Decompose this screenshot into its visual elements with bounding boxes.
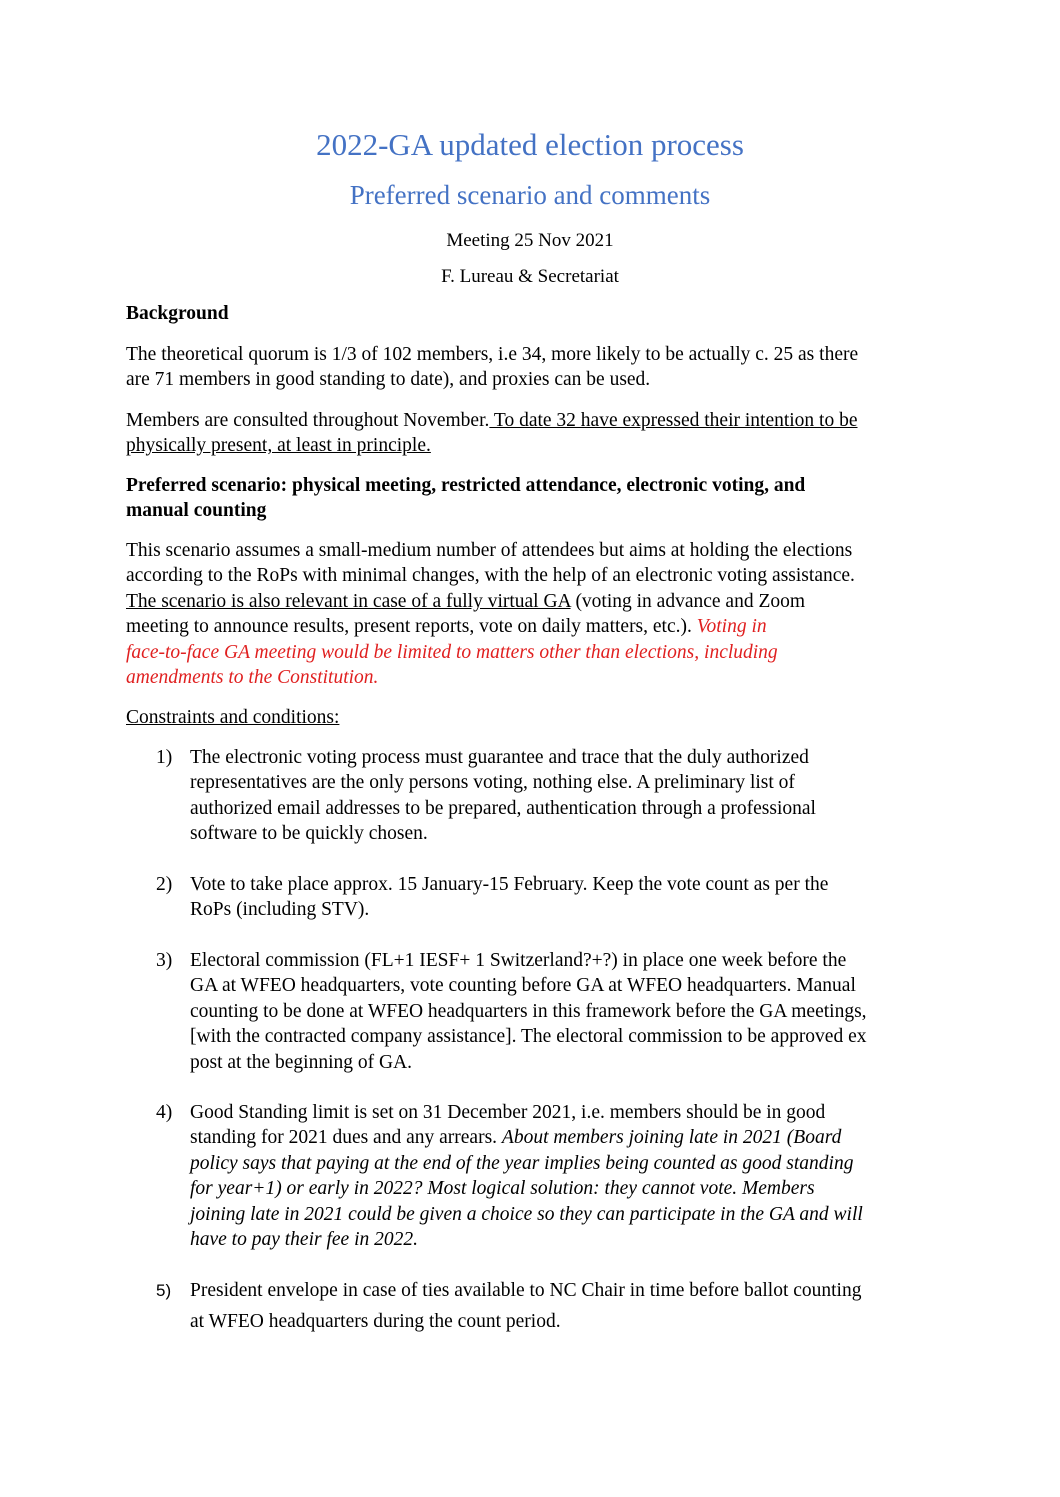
background-heading: Background [126, 303, 229, 324]
text-line: President envelope in case of ties available to NC Chair in time before ballot counting [190, 1280, 862, 1301]
text-line: [with the contracted company assistance]. The electoral commission to be approved ex [190, 1026, 867, 1048]
text-line [190, 1125, 950, 1150]
list-number: 1) [156, 747, 173, 768]
page-title: 2022-GA updated election process [316, 127, 744, 162]
list-item-text [190, 948, 950, 1075]
text-line: software to be quickly chosen. [190, 823, 428, 845]
text-line: authorized email addresses to be prepared, authentication through a professional [190, 797, 816, 819]
page-subtitle: Preferred scenario and comments [349, 180, 711, 210]
text-line [126, 408, 936, 433]
list-item-text [190, 1275, 950, 1337]
scenario-paragraph [126, 538, 936, 690]
background-paragraph-1 [126, 342, 936, 393]
text-plain: Members are consulted throughout November. [126, 410, 490, 431]
text-line [126, 614, 936, 639]
text-underlined: physically present, at least in principle. [126, 435, 431, 457]
list-item-text [190, 1100, 950, 1252]
text-line: counting to be done at WFEO headquarters in this framework before the GA meetings, [190, 1000, 867, 1022]
text-line: at WFEO headquarters during the count period. [190, 1311, 561, 1332]
text-line: Vote to take place approx. 15 January-15 February. Keep the vote count as per the [190, 874, 829, 895]
text-line: Electoral commission (FL+1 IESF+ 1 Switzerland?+?) in place one week before the [190, 950, 847, 971]
text-plain: meeting to announce results, present reports, vote on daily matters, etc.). [126, 616, 697, 638]
text-line: are 71 members in good standing to date), and proxies can be used. [126, 369, 651, 391]
constraints-heading: Constraints and conditions: [126, 707, 340, 728]
text-line: RoPs (including STV). [190, 899, 370, 921]
text-underlined: The scenario is also relevant in case of a fully virtual GA [126, 590, 571, 612]
background-paragraph-2 [126, 408, 936, 459]
list-number: 4) [156, 1102, 173, 1123]
text-red-italic: amendments to the Constitution. [126, 667, 379, 689]
text-line: representatives are the only persons voting, nothing else. A preliminary list of [190, 772, 795, 794]
text-plain: (voting in advance and Zoom [570, 590, 806, 612]
text-italic: About members joining late in 2021 (Board [501, 1127, 842, 1149]
text-line: Preferred scenario: physical meeting, restricted attendance, electronic voting, and [126, 475, 806, 496]
text-underlined: To date 32 have expressed their intention to be [489, 410, 858, 431]
list-number: 2) [156, 874, 173, 895]
list-item-text [190, 872, 950, 923]
text-line: according to the RoPs with minimal changes, with the help of an electronic voting assistance. [126, 565, 855, 587]
list-number: 3) [156, 950, 173, 971]
text-italic: have to pay their fee in 2022. [190, 1229, 418, 1251]
text-line: This scenario assumes a small-medium number of attendees but aims at holding the elections [126, 540, 853, 561]
list-number: 5) [156, 1281, 172, 1300]
text-italic: for year+1) or early in 2022? Most logical solution: they cannot vote. Members [190, 1178, 815, 1200]
text-line: manual counting [126, 500, 267, 522]
text-line: Good Standing limit is set on 31 December 2021, i.e. members should be in good [190, 1102, 826, 1123]
text-line: post at the beginning of GA. [190, 1051, 413, 1073]
authors: F. Lureau & Secretariat [441, 266, 619, 287]
text-italic: joining late in 2021 could be given a choice so they can participate in the GA and will [190, 1203, 863, 1225]
text-red-italic: face-to-face GA meeting would be limited to matters other than elections, including [126, 641, 778, 663]
scenario-heading [126, 473, 936, 524]
text-red-italic: Voting in [696, 616, 767, 638]
list-item-text [190, 745, 950, 847]
text-italic: policy says that paying at the end of the year implies being counted as good standing [190, 1152, 854, 1174]
text-line [126, 589, 936, 614]
text-line: The electronic voting process must guarantee and trace that the duly authorized [190, 747, 809, 768]
meeting-date: Meeting 25 Nov 2021 [446, 230, 614, 251]
text-line: The theoretical quorum is 1/3 of 102 members, i.e 34, more likely to be actually c. 25 as there [126, 344, 859, 365]
text-line: GA at WFEO headquarters, vote counting before GA at WFEO headquarters. Manual [190, 975, 856, 997]
text-plain: standing for 2021 dues and any arrears. [190, 1127, 502, 1149]
